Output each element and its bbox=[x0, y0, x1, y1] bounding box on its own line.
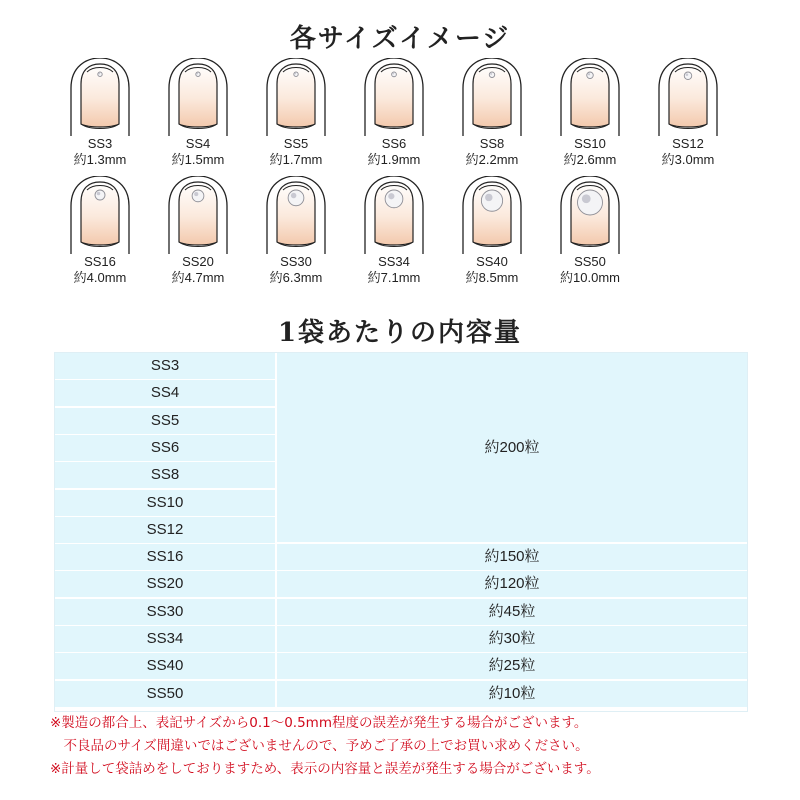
nail-size-mm: 約1.7mm bbox=[269, 152, 323, 167]
nail-size-mm: 約4.7mm bbox=[171, 270, 225, 285]
nail-size-mm: 約10.0mm bbox=[560, 270, 620, 285]
table-cell-quantity: 約45粒 bbox=[277, 599, 747, 625]
table-cell-size: SS4 bbox=[55, 380, 275, 406]
note-line: ※製造の都合上、表記サイズから0.1〜0.5mm程度の誤差が発生する場合がございます。 bbox=[50, 715, 588, 731]
nail-size-name: SS12 bbox=[672, 136, 704, 151]
nail-icon bbox=[459, 58, 525, 136]
nail-item bbox=[148, 58, 248, 178]
nail-icon bbox=[361, 58, 427, 136]
table-cell-quantity: 約120粒 bbox=[277, 571, 747, 597]
nail-icon bbox=[459, 176, 525, 254]
nail-icon bbox=[263, 176, 329, 254]
page-title-sizes: 各サイズイメージ bbox=[289, 24, 511, 54]
table-cell-size: SS5 bbox=[55, 408, 275, 434]
nail-item bbox=[540, 176, 640, 296]
nail-icon bbox=[67, 58, 133, 136]
nail-size-mm: 約7.1mm bbox=[367, 270, 421, 285]
nail-item bbox=[246, 176, 346, 296]
nail-size-mm: 約4.0mm bbox=[73, 270, 127, 285]
table-cell-size: SS40 bbox=[55, 653, 275, 679]
nail-size-mm: 約1.3mm bbox=[73, 152, 127, 167]
rhinestone-icon bbox=[294, 72, 298, 76]
notes bbox=[50, 712, 770, 781]
rhinestone-icon bbox=[98, 72, 102, 76]
nail-item bbox=[344, 176, 444, 296]
nail-icon bbox=[263, 58, 329, 136]
rhinestone-icon bbox=[385, 190, 403, 208]
nail-item bbox=[344, 58, 444, 178]
nail-size-name: SS16 bbox=[84, 254, 116, 269]
nail-size-name: SS10 bbox=[574, 136, 606, 151]
nail-item bbox=[50, 58, 150, 178]
table-cell-size: SS6 bbox=[55, 435, 275, 461]
rhinestone-icon bbox=[587, 72, 594, 79]
page-title-content: 1袋あたりの内容量 bbox=[277, 318, 523, 348]
content-table bbox=[54, 352, 748, 712]
table-cell-size: SS30 bbox=[55, 599, 275, 625]
nail-size-mm: 約2.6mm bbox=[563, 152, 617, 167]
table-cell-size: SS16 bbox=[55, 544, 275, 570]
table-cell-quantity: 約30粒 bbox=[277, 626, 747, 652]
nail-item bbox=[148, 176, 248, 296]
nail-size-name: SS3 bbox=[87, 136, 113, 151]
rhinestone-icon bbox=[578, 190, 603, 215]
table-cell-quantity: 約25粒 bbox=[277, 653, 747, 679]
rhinestone-icon bbox=[489, 72, 495, 78]
nail-size-mm: 約1.5mm bbox=[171, 152, 225, 167]
nail-size-name: SS6 bbox=[381, 136, 407, 151]
table-cell-quantity: 約150粒 bbox=[277, 544, 747, 570]
nail-size-mm: 約1.9mm bbox=[367, 152, 421, 167]
nail-item bbox=[638, 58, 738, 178]
nail-size-name: SS30 bbox=[280, 254, 312, 269]
nail-icon bbox=[67, 176, 133, 254]
nail-size-name: SS34 bbox=[378, 254, 410, 269]
table-cell-size: SS3 bbox=[55, 353, 275, 379]
rhinestone-icon bbox=[192, 190, 204, 202]
rhinestone-icon bbox=[288, 190, 304, 206]
table-cell-size: SS8 bbox=[55, 462, 275, 488]
nail-size-mm: 約6.3mm bbox=[269, 270, 323, 285]
rhinestone-icon bbox=[481, 190, 502, 211]
nail-item bbox=[246, 58, 346, 178]
nail-size-name: SS8 bbox=[479, 136, 505, 151]
table-cell-merged-quantity: 約200粒 bbox=[277, 353, 747, 542]
nail-size-name: SS50 bbox=[574, 254, 606, 269]
rhinestone-icon bbox=[392, 72, 397, 77]
table-cell-size: SS20 bbox=[55, 571, 275, 597]
nail-icon bbox=[557, 176, 623, 254]
rhinestone-icon bbox=[95, 190, 105, 200]
table-cell-quantity: 約10粒 bbox=[277, 681, 747, 707]
nail-size-name: SS5 bbox=[283, 136, 309, 151]
nail-icon bbox=[557, 58, 623, 136]
nail-icon bbox=[361, 176, 427, 254]
nail-item bbox=[50, 176, 150, 296]
nail-icon bbox=[165, 176, 231, 254]
table-cell-size: SS12 bbox=[55, 517, 275, 543]
table-cell-size: SS34 bbox=[55, 626, 275, 652]
note-line: ※計量して袋詰めをしておりますため、表示の内容量と誤差が発生する場合がございます。 bbox=[50, 761, 600, 777]
nail-icon bbox=[165, 58, 231, 136]
table-cell-size: SS10 bbox=[55, 490, 275, 516]
table-cell-size: SS50 bbox=[55, 681, 275, 707]
nail-size-mm: 約3.0mm bbox=[661, 152, 715, 167]
nail-item bbox=[540, 58, 640, 178]
rhinestone-icon bbox=[196, 72, 200, 76]
nail-size-mm: 約2.2mm bbox=[465, 152, 519, 167]
nail-size-name: SS4 bbox=[185, 136, 211, 151]
rhinestone-icon bbox=[684, 72, 692, 80]
nail-size-name: SS40 bbox=[476, 254, 508, 269]
nail-item bbox=[442, 176, 542, 296]
nail-size-name: SS20 bbox=[182, 254, 214, 269]
note-line: 不良品のサイズ間違いではございませんので、予めご了承の上でお買い求めください。 bbox=[50, 738, 589, 754]
nail-size-mm: 約8.5mm bbox=[465, 270, 519, 285]
nail-icon bbox=[655, 58, 721, 136]
nail-item bbox=[442, 58, 542, 178]
